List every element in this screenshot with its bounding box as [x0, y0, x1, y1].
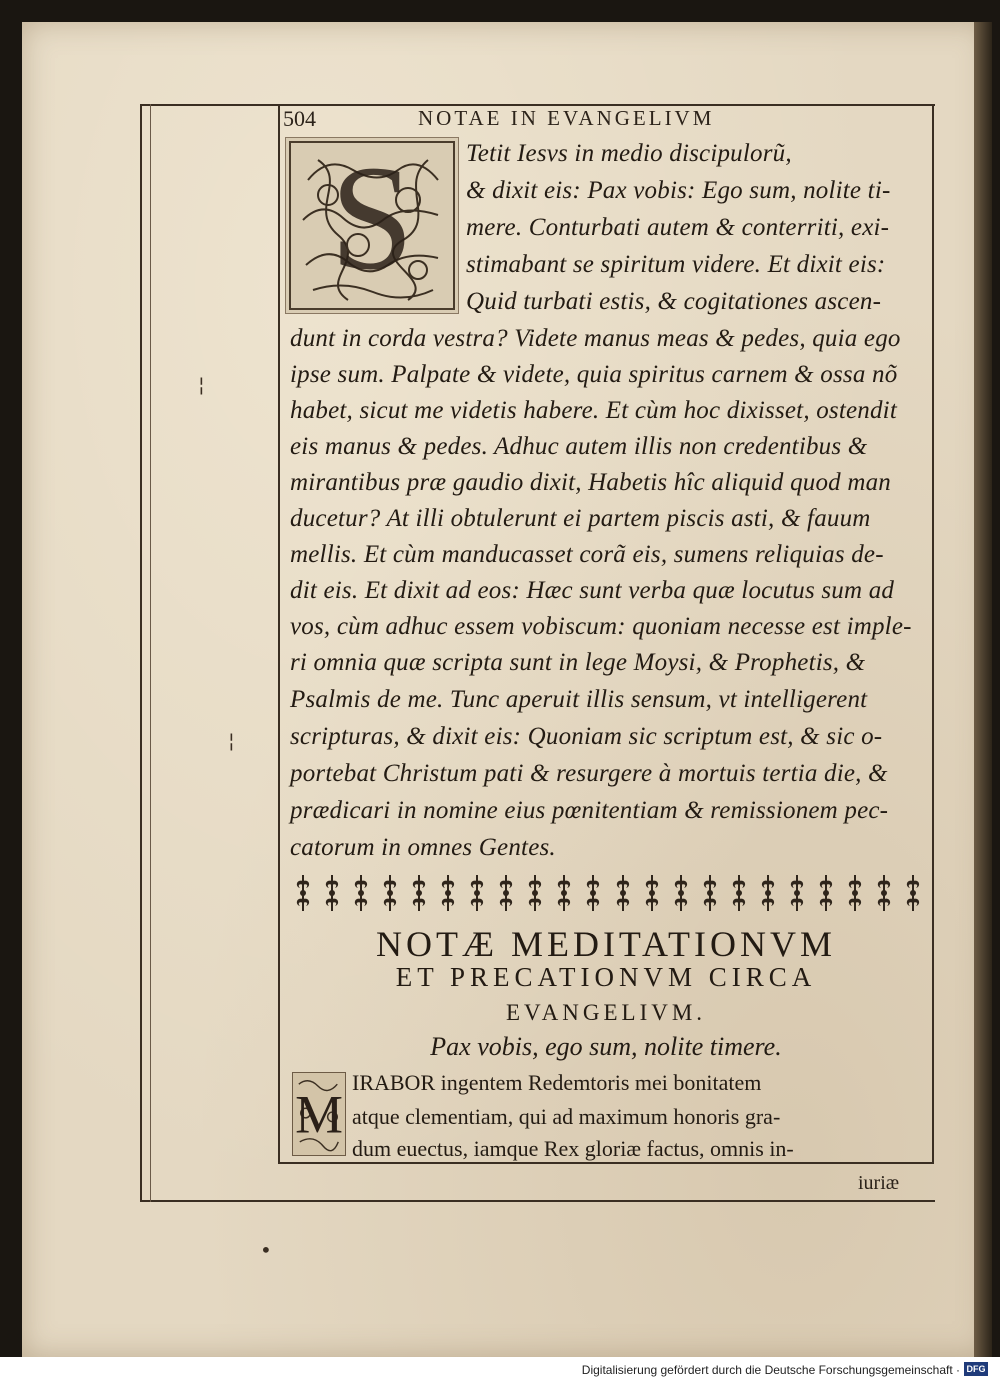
- text-line: & dixit eis: Pax vobis: Ego sum, nolite ti-: [466, 177, 891, 204]
- page-gutter-shadow: [974, 22, 992, 1357]
- frame-left-rule-inner: [150, 104, 151, 1202]
- ornamental-initial-icon: [288, 140, 456, 311]
- fleuron-icon: [670, 873, 692, 913]
- fleuron-icon: [612, 873, 634, 913]
- fleuron-icon: [379, 873, 401, 913]
- fleuron-icon: [757, 873, 779, 913]
- fleuron-icon: [902, 873, 924, 913]
- page-number: 504: [283, 106, 316, 131]
- text-line: ducetur? At illi obtulerunt ei partem piscis asti, & fauum: [290, 505, 871, 532]
- fleuron-icon: [815, 873, 837, 913]
- footer-credit: Digitalisierung gefördert durch die Deutsche Forschungsgemeinschaft ·: [581, 1363, 960, 1377]
- text-line: mirantibus præ gaudio dixit, Habetis hîc aliquid quod man: [290, 469, 891, 496]
- frame-right-rule: [932, 104, 934, 1164]
- text-line: atque clementiam, qui ad maximum honoris gra-: [352, 1104, 781, 1129]
- text-line: IRABOR ingentem Redemtoris mei bonitatem: [352, 1070, 762, 1095]
- section-title-line1: NOTÆ MEDITATIONVM: [375, 924, 837, 964]
- margin-mark: ¦: [228, 728, 235, 752]
- fleuron-icon: [408, 873, 430, 913]
- text-line: Psalmis de me. Tunc aperuit illis sensum, vt intelligerent: [290, 686, 868, 713]
- section-subheading: Pax vobis, ego sum, nolite timere.: [430, 1032, 782, 1061]
- running-head: NOTAE IN EVANGELIVM: [418, 106, 715, 130]
- fleuron-icon: [524, 873, 546, 913]
- text-line: mere. Conturbati autem & conterriti, exi-: [466, 214, 890, 241]
- text-line: dunt in corda vestra? Videte manus meas & pedes, quia ego: [290, 325, 901, 352]
- fleuron-icon: [786, 873, 808, 913]
- fleuron-icon: [728, 873, 750, 913]
- ink-spot: •: [260, 1238, 272, 1262]
- svg-text:M: M: [295, 1084, 343, 1145]
- fleuron-icon: [350, 873, 372, 913]
- fleuron-ornament-band: [292, 870, 924, 916]
- text-line: eis manus & pedes. Adhuc autem illis non credentibus &: [290, 433, 868, 460]
- text-line: vos, cùm adhuc essem vobiscum: quoniam necesse est imple-: [290, 613, 912, 640]
- text-line: dum euectus, iamque Rex gloriæ factus, omnis in-: [352, 1136, 794, 1161]
- ornamental-initial-icon: [294, 1074, 344, 1154]
- text-line: dit eis. Et dixit ad eos: Hæc sunt verba quæ locutus sum ad: [290, 577, 895, 604]
- section-title-line3: EVANGELIVM.: [505, 1000, 707, 1025]
- text-line: habet, sicut me videtis habere. Et cùm hoc dixisset, ostendit: [290, 397, 897, 424]
- margin-mark: ¦: [198, 372, 205, 396]
- frame-bottom-rule: [140, 1200, 935, 1202]
- fleuron-icon: [466, 873, 488, 913]
- text-line: mellis. Et cùm manducasset corã eis, sumens reliquias de-: [290, 541, 884, 568]
- fleuron-icon: [641, 873, 663, 913]
- fleuron-icon: [495, 873, 517, 913]
- catchword: iuriæ: [858, 1172, 900, 1194]
- text-line: ri omnia quæ scripta sunt in lege Moysi, & Prophetis, &: [290, 649, 866, 676]
- text-line: catorum in omnes Gentes.: [290, 834, 556, 861]
- fleuron-icon: [844, 873, 866, 913]
- fleuron-icon: [437, 873, 459, 913]
- text-block-bottom-rule: [278, 1162, 934, 1164]
- svg-text:S: S: [330, 140, 414, 301]
- text-line: portebat Christum pati & resurgere à mortuis tertia die, &: [290, 760, 888, 787]
- decorated-initial-s: [285, 137, 459, 314]
- text-line: prædicari in nomine eius pœnitentiam & remissionem pec-: [290, 797, 889, 824]
- text-line: Tetit Iesvs in medio discipulorũ,: [466, 140, 792, 167]
- frame-left-rule: [140, 104, 142, 1202]
- fleuron-icon: [321, 873, 343, 913]
- decorated-initial-m: [292, 1072, 346, 1156]
- text-line: Quid turbati estis, & cogitationes ascen-: [466, 288, 882, 315]
- fleuron-icon: [699, 873, 721, 913]
- fleuron-icon: [873, 873, 895, 913]
- text-line: stimabant se spiritum videre. Et dixit eis:: [466, 251, 886, 278]
- fleuron-icon: [582, 873, 604, 913]
- section-title-line2: ET PRECATIONVM CIRCA: [395, 962, 817, 992]
- text-line: ipse sum. Palpate & videte, quia spiritus carnem & ossa nõ: [290, 361, 898, 388]
- fleuron-icon: [292, 873, 314, 913]
- text-line: scripturas, & dixit eis: Quoniam sic scriptum est, & sic o-: [290, 723, 883, 750]
- dfg-logo: DFG: [964, 1362, 988, 1376]
- fleuron-icon: [553, 873, 575, 913]
